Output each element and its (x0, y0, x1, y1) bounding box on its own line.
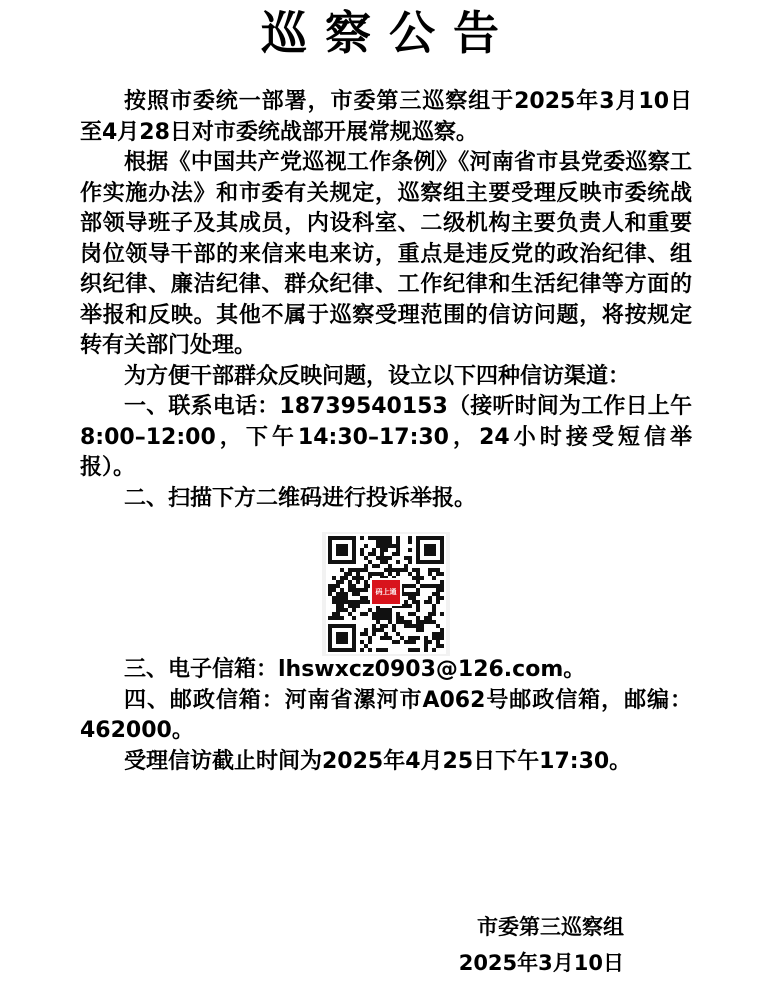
paragraph-qr: 二、扫描下方二维码进行投诉举报。 (124, 485, 477, 511)
qr-logo-badge (370, 578, 402, 606)
notice-title: 巡察公告 (261, 6, 517, 60)
paragraph-intro: 按照市委统一部署，市委第三巡察组于2025年3月10日至4月28日对市委统战部开展常规巡察。 (80, 89, 692, 145)
paragraph-phone: 一、联系电话：18739540153（接听时间为工作日上午8:00–12:00，下午14:30–17:30，24小时接受短信举报）。 (80, 394, 692, 480)
notice-body (80, 87, 692, 514)
paragraph-email: 三、电子信箱：lhswxcz0903@126.com。 (124, 657, 586, 682)
paragraph-postbox: 四、邮政信箱：河南省漯河市A062号邮政信箱，邮编：462000。 (80, 687, 692, 743)
notice-body-lower (80, 655, 692, 777)
paragraph-deadline: 受理信访截止时间为2025年4月25日下午17:30。 (124, 748, 632, 774)
qr-code (322, 532, 450, 656)
paragraph-scope: 根据《中国共产党巡视工作条例》《河南省市县党委巡察工作实施办法》和市委有关规定，巡察组主要受理反映市委统战部领导班子及其成员，内设科室、二级机构主要负责人和重要岗位领导干部的来信来电来访，重点是违反党的政治纪律、组织纪律、廉洁纪律、群众纪律、工作纪律和生活纪律等方面的举报和反映。其他不属于巡察受理范围的信访问题，将按规定转有关部门处理。 (80, 150, 692, 358)
paragraph-channels-intro: 为方便干部群众反映问题，设立以下四种信访渠道： (124, 363, 631, 389)
signature-organization: 市委第三巡察组 (477, 915, 624, 939)
signature-date: 2025年3月10日 (458, 951, 624, 975)
qr-logo-label: 码上通 (375, 587, 397, 596)
